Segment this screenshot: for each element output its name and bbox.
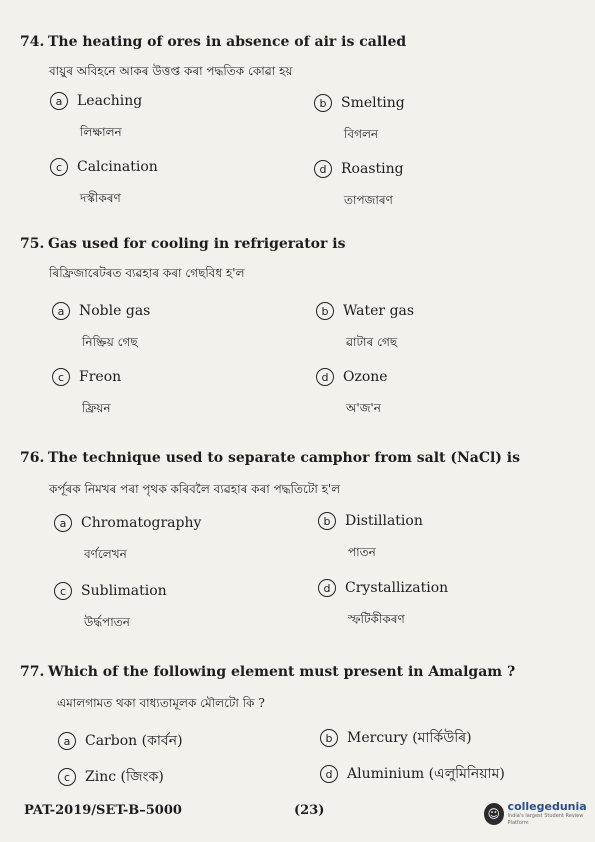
option-badge: d: [316, 368, 334, 386]
question-74: [20, 34, 406, 50]
option-badge: a: [52, 302, 70, 320]
exam-code: PAT-2019/SET-B–5000: [24, 803, 182, 818]
option-label-en: Leaching: [77, 93, 143, 109]
option-label-en: Water gas: [343, 303, 415, 319]
option-d[interactable]: [318, 579, 448, 597]
question-76: [20, 450, 520, 466]
option-label-as: বৰ্ণলেখন: [84, 547, 127, 561]
option-label-en: Crystallization: [345, 580, 449, 596]
question-number: 74.: [20, 34, 45, 50]
option-c[interactable]: [52, 368, 121, 386]
option-badge: c: [52, 368, 70, 386]
option-badge: d: [318, 579, 336, 597]
option-badge: c: [58, 768, 76, 786]
question-number: 76.: [20, 450, 45, 466]
option-label-as: ৱাটাৰ গেছ: [346, 335, 398, 349]
option-label-as: বিগলন: [344, 127, 379, 141]
option-b[interactable]: [320, 726, 472, 750]
option-d[interactable]: [320, 762, 505, 786]
question-text-as: ৰিফ্রিজাৰেটৰত ব্যৱহাৰ কৰা গেছবিধ হ'ল: [49, 266, 245, 280]
logo-name: collegedunia: [507, 800, 587, 813]
option-a[interactable]: [58, 729, 183, 753]
option-badge: b: [318, 512, 336, 530]
option-label-en: Ozone: [343, 369, 388, 385]
option-label-as: পাতন: [348, 545, 376, 559]
option-label-as: দস্কীকৰণ: [80, 191, 121, 205]
logo-text: [508, 801, 595, 827]
option-c[interactable]: [50, 158, 158, 176]
option-badge: b: [314, 94, 332, 112]
question-text-en: The heating of ores in absence of air is called: [48, 34, 407, 50]
option-b[interactable]: [318, 512, 423, 530]
option-badge: c: [50, 158, 68, 176]
option-badge: c: [54, 582, 72, 600]
option-b[interactable]: [314, 94, 405, 112]
option-badge: a: [50, 92, 68, 110]
option-label-en: Roasting: [341, 161, 404, 177]
question-text-as: বায়ুৰ অবিহনে আকৰ উত্তপ্ত কৰা পদ্ধতিক কোৱা হয়: [49, 64, 293, 78]
collegedunia-logo: [484, 801, 595, 827]
option-label-as: তাপজাৰণ: [344, 193, 393, 207]
option-label-en: Noble gas: [79, 303, 151, 319]
option-label-en: Chromatography: [81, 515, 202, 531]
option-label-en: Carbon (কাৰ্বন): [85, 733, 183, 749]
option-d[interactable]: [316, 368, 388, 386]
option-label-en: Distillation: [345, 513, 423, 529]
option-label-en: Calcination: [77, 159, 158, 175]
option-badge: b: [320, 729, 338, 747]
option-badge: b: [316, 302, 334, 320]
page-number: (23): [294, 803, 325, 818]
mascot-icon: ☺: [484, 803, 504, 825]
option-label-en: Mercury (মাৰ্কিউৰি): [347, 730, 472, 746]
option-b[interactable]: [316, 302, 414, 320]
question-75: [20, 236, 345, 252]
option-a[interactable]: [54, 514, 201, 532]
option-label-as: নিষ্ক্রিয় গেছ: [82, 335, 138, 349]
option-c[interactable]: [54, 582, 167, 600]
question-text-en: The technique used to separate camphor from salt (NaCl) is: [48, 450, 521, 466]
option-label-en: Zinc (জিংক): [85, 769, 164, 785]
option-label-as: অ'জ'ন: [346, 401, 381, 415]
option-badge: d: [320, 765, 338, 783]
option-c[interactable]: [58, 765, 164, 789]
question-text-en: Gas used for cooling in refrigerator is: [48, 236, 346, 252]
question-77: [20, 664, 515, 680]
question-text-as: কৰ্পূৰক নিমখৰ পৰা পৃথক কৰিবলৈ ব্যৱহাৰ কৰা পদ্ধতিটো হ'ল: [49, 482, 341, 496]
option-label-en: Freon: [79, 369, 122, 385]
option-label-as: লিক্ষালন: [80, 125, 122, 139]
question-number: 75.: [20, 236, 45, 252]
option-label-as: উৰ্দ্ধপাতন: [84, 615, 130, 629]
question-number: 77.: [20, 664, 45, 680]
option-label-en: Smelting: [341, 95, 405, 111]
option-a[interactable]: [50, 92, 142, 110]
option-badge: d: [314, 160, 332, 178]
option-label-en: Sublimation: [81, 583, 167, 599]
option-badge: a: [54, 514, 72, 532]
option-label-as: স্ফটিকীকৰণ: [348, 612, 405, 626]
option-label-en: Aluminium (এলুমিনিয়াম): [347, 766, 505, 782]
option-label-as: ফ্রিয়ন: [82, 401, 111, 415]
option-d[interactable]: [314, 160, 404, 178]
logo-tagline: India's largest Student Review Platform: [507, 813, 584, 826]
question-text-as: এমালগামত থকা বাধ্যতামূলক মৌলটো কি ?: [57, 696, 265, 710]
option-a[interactable]: [52, 302, 150, 320]
question-text-en: Which of the following element must present in Amalgam ?: [48, 664, 516, 680]
option-badge: a: [58, 732, 76, 750]
